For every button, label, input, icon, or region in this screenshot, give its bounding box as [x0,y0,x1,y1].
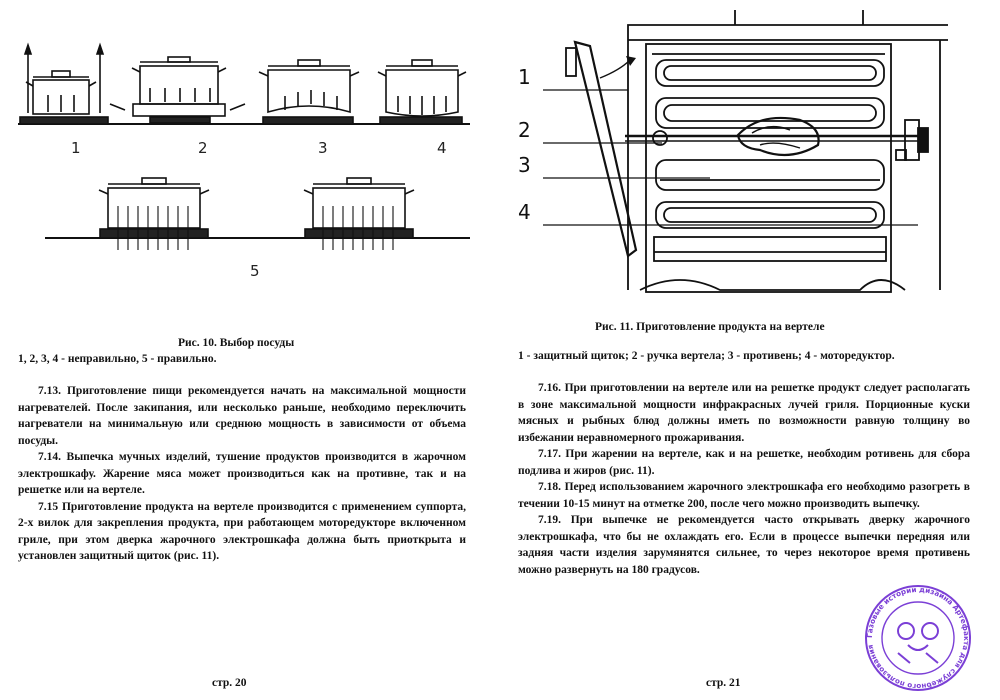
fig10-caption-legend: 1, 2, 3, 4 - неправильно, 5 - правильно. [18,353,217,365]
fig10-label-2: 2 [198,139,208,157]
paragraph-7-19: 7.19. При выпечке не рекомендуется часто открывать дверку жарочного электрошкафа, что бы не охлаждать его. Если в процессе выпечки передняя или задняя части изделия зарумянятся сильнее, то через некоторое время противень можно развернуть на 180 градусов. [518,514,970,576]
paragraph-7-18: 7.18. Перед использованием жарочного электрошкафа его необходимо разогреть в течении 10-15 минут на отметке 200, после чего можно производить выпечку. [518,481,970,510]
fig11-label-2: 2 [518,118,531,142]
fig10-caption-title: Рис. 10. Выбор посуды [178,337,295,349]
fig11-caption-title: Рис. 11. Приготовление продукта на вертеле [595,321,825,333]
pot-5a [99,178,209,250]
stamp-text: Газовые истории дизайна Артефакта для служебного пользования [864,584,972,692]
paragraph-7-14: 7.14. Выпечка мучных изделий, тушение продуктов производится в жарочном электрошкафу. Жарение мяса может производиться как на противне, так и на решетке или на вертеле. [18,451,466,496]
pot-5b [304,178,414,250]
pot-2 [110,57,245,123]
cookware-selection-figure [0,0,500,290]
left-text-block [18,383,466,565]
paragraph-7-15: 7.15 Приготовление продукта на вертеле производится с применением суппорта, 2-х вилок для закрепления продукта, при работающем моторедукторе включенном гриле, при этом дверка жарочного электрошкафа должна быть приоткрыта и установлен защитный щиток (рис. 11). [18,500,466,562]
paragraph-7-17: 7.17. При жарении на вертеле, как и на решетке, необходим ротивень для сбора подлива и жиров (рис. 11). [518,448,970,477]
fig10-label-5: 5 [250,262,260,280]
right-text-block [518,380,970,578]
pot-3 [259,60,359,124]
pot-1 [20,45,108,124]
page-number-left: стр. 20 [212,677,247,689]
archive-stamp [858,583,978,693]
fig11-label-3: 3 [518,153,531,177]
fig10-label-1: 1 [71,139,81,157]
fig11-label-4: 4 [518,200,531,224]
pot-4 [378,60,466,124]
paragraph-7-16: 7.16. При приготовлении на вертеле или на решетке продукт следует располагать в зоне максимальной мощности инфракрасных лучей гриля. Порционные куски мясных и рыбных блюд должны иметь по возможности равную толщину во избежании неравномерного прожаривания. [518,382,970,444]
fig10-label-4: 4 [437,139,447,157]
rotisserie-figure [500,0,1000,300]
fig10-label-3: 3 [318,139,328,157]
page-number-right: стр. 21 [706,677,741,689]
fig11-caption-legend: 1 - защитный щиток; 2 - ручка вертела; 3 - противень; 4 - моторедуктор. [518,350,895,362]
svg-text:Газовые истории дизайна Артефа [865,585,971,691]
paragraph-7-13: 7.13. Приготовление пищи рекомендуется начать на максимальной мощности нагревателей. После закипания, или несколько раньше, необходимо переключить нагреватели на минимальную или среднюю мощность в зависимости от объема посуды. [18,385,466,447]
fig11-label-1: 1 [518,65,531,89]
